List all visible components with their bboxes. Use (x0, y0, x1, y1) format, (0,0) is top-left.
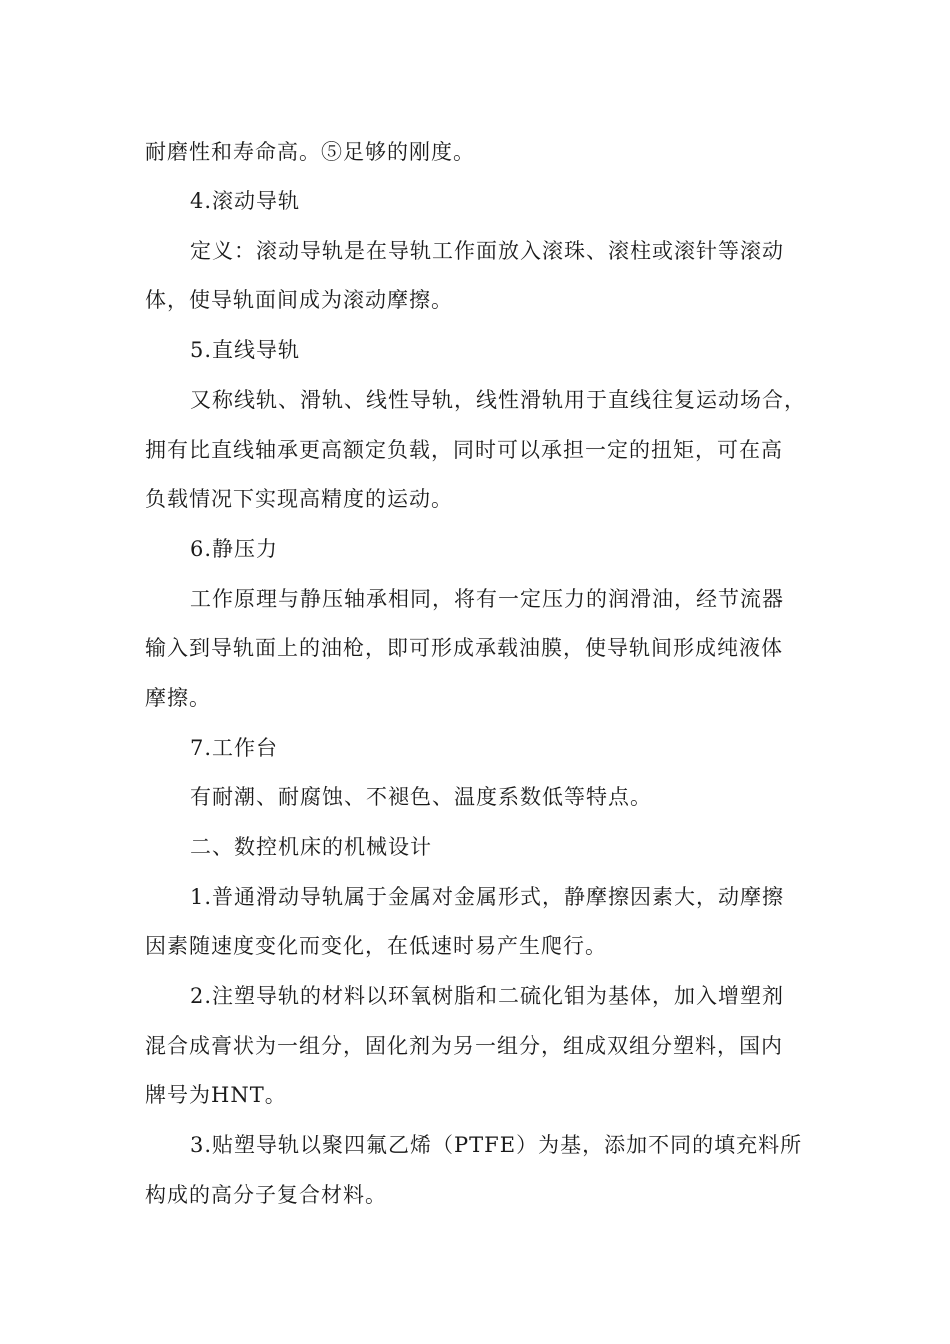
paragraph-line: 输入到导轨面上的油枪，即可形成承载油膜，使导轨间形成纯液体 (145, 636, 783, 660)
paragraph-line: 工作原理与静压轴承相同，将有一定压力的润滑油，经节流器 (190, 587, 784, 611)
paragraph-line: 又称线轨、滑轨、线性导轨，线性滑轨用于直线往复运动场合， (190, 388, 806, 412)
paragraph-line: 牌号为HNT。 (145, 1083, 287, 1107)
paragraph-line: 体，使导轨面间成为滚动摩擦。 (145, 288, 453, 312)
paragraph-line: 因素随速度变化而变化，在低速时易产生爬行。 (145, 934, 607, 958)
section-heading: 7.工作台 (190, 736, 279, 760)
paragraph-line: 负载情况下实现高精度的运动。 (145, 487, 453, 511)
paragraph-line: 拥有比直线轴承更高额定负载，同时可以承担一定的扭矩，可在高 (145, 438, 783, 462)
section-heading: 4.滚动导轨 (190, 189, 301, 213)
paragraph-line: 2.注塑导轨的材料以环氧树脂和二硫化钼为基体，加入增塑剂 (190, 984, 785, 1008)
section-heading: 6.静压力 (190, 537, 279, 561)
paragraph-line: 1.普通滑动导轨属于金属对金属形式，静摩擦因素大，动摩擦 (190, 885, 785, 909)
paragraph-line: 3.贴塑导轨以聚四氟乙烯（PTFE）为基，添加不同的填充料所 (190, 1133, 803, 1157)
paragraph-line: 构成的高分子复合材料。 (145, 1183, 387, 1207)
paragraph-line: 混合成膏状为一组分，固化剂为另一组分，组成双组分塑料，国内 (145, 1034, 783, 1058)
paragraph-line: 定义：滚动导轨是在导轨工作面放入滚珠、滚柱或滚针等滚动 (190, 239, 784, 263)
paragraph-line: 耐磨性和寿命高。⑤足够的刚度。 (145, 140, 475, 164)
chapter-heading: 二、数控机床的机械设计 (190, 835, 432, 859)
paragraph-line: 有耐潮、耐腐蚀、不褪色、温度系数低等特点。 (190, 785, 652, 809)
section-heading: 5.直线导轨 (190, 338, 301, 362)
paragraph-line: 摩擦。 (145, 686, 211, 710)
